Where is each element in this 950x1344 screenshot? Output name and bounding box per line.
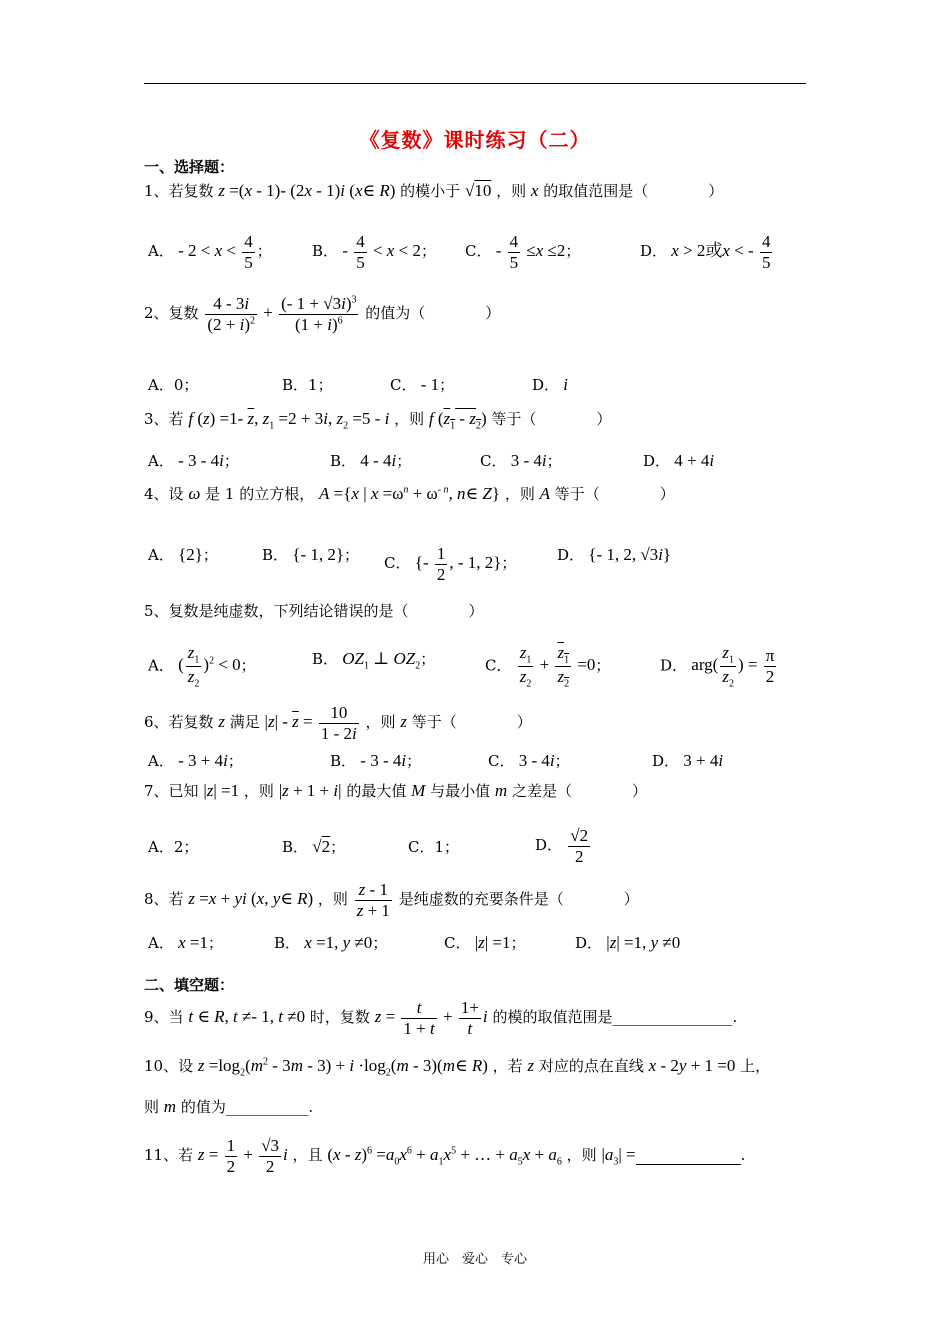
q7-option-d: D． $\frac{√2}{2}$	[535, 826, 589, 866]
question-3: 3、若 f (z) =1- $\overline{z}$, $z_1 =2 + 3i$, $z_2 =5 - i$ ，则 f $(z_1 - z_2)$ 等于（ ）	[144, 409, 612, 432]
question-10: 10、设 $z =\log_2(m^2 - 3m - 3) + i \cdot\log_2(m$ - 3)(m∈ R) ，若 z 对应的点在直线 x - 2y + 1 =0 上，	[144, 1056, 771, 1079]
section-fill: 二、填空题：	[144, 976, 235, 994]
q5-option-d: D． arg( $\frac{z_1}{z_2}$ ) = $\frac{\pi}{2}$	[660, 643, 775, 690]
q1-option-a: A． - 2 < x < $\frac{4}{5}$ ；	[148, 232, 272, 272]
q1-formula: z =(x - 1)- (2x - 1)i (x∈ R)	[218, 181, 396, 200]
q8-option-a: A． x =1；	[148, 933, 223, 952]
question-8: 8、若 z =x + yi (x, y∈ R) ，则 $\frac{z - 1}{z + 1}$ 是纯虚数的充要条件是（ ）	[144, 880, 639, 920]
question-4: 4、设 ω 是 1 的立方根， A ={x | $x =\omega^n + \omega^{- n}$, n∈ Z} ，则 A 等于（ ）	[144, 484, 675, 503]
q1-option-d: D． x > 2或x < - $\frac{4}{5}$	[640, 232, 771, 272]
q5-option-a: A． ( $\frac{z_1}{z_2}$ )$^2$ < 0；	[148, 643, 256, 690]
q8-option-c: C． |z| =1；	[444, 933, 526, 952]
q2-option-b: B．1；	[282, 376, 333, 394]
q5-option-b: B． $OZ_1$ ⊥ $OZ_2$；	[312, 649, 436, 672]
q4-option-b: B． {- 1, 2}；	[262, 545, 360, 564]
q2-option-a: A．0；	[148, 376, 199, 394]
q8-option-d: D． |z| =1, y ≠0	[575, 933, 681, 952]
question-6: 6、若复数 z 满足 $|z| - \overline{z}$ = $\frac{10}{1 - 2i}$ ，则 z 等于（ ）	[144, 703, 532, 743]
q4-option-a: A． {2}；	[148, 545, 218, 564]
question-10-line2: 则 m 的值为___________.	[144, 1097, 314, 1116]
q3-option-c: C． 3 - 4i；	[480, 451, 562, 470]
q8-option-b: B． x =1, y ≠0；	[274, 933, 388, 952]
q3-option-d: D． 4 + 4i	[643, 451, 715, 470]
q7-option-a: A．2；	[148, 838, 199, 856]
q4-option-d: D． {- 1, 2, √3i}	[557, 545, 672, 564]
question-7: 7、已知 |z| =1 ，则 |z + 1 + i| 的最大值 M 与最小值 m 之差是（ ）	[144, 781, 647, 800]
question-2: 2、复数 $\frac{4 - 3i}{(2 + i)^2}$ + $\frac{(- 1 + √3i)^3}{(1 + i)^6}$ 的值为（ ）	[144, 294, 501, 334]
page-title: 《复数》课时练习（二）	[359, 128, 591, 152]
q6-option-d: D． 3 + 4i	[652, 751, 724, 770]
q11-answer-blank[interactable]	[636, 1146, 741, 1165]
question-5: 5、复数是纯虚数，下列结论错误的是（ ）	[144, 602, 484, 620]
q7-option-b: B． √2；	[282, 837, 346, 856]
q6-option-b: B． - 3 - 4i；	[330, 751, 422, 770]
q5-option-c: C． $\frac{z_1}{z_2}$ + $\frac{z_1}{z_2}$ =0；	[485, 643, 611, 690]
section-choice: 一、选择题：	[144, 158, 235, 176]
page-footer: 用心 爱心 专心	[422, 1252, 527, 1267]
q3-option-a: A． - 3 - 4i；	[148, 451, 239, 470]
question-1: 1、若复数 z =(x - 1)- (2x - 1)i (x∈ R) 的模小于 √10 ，则 x 的取值范围是（ ）	[144, 181, 724, 200]
q6-option-a: A． - 3 + 4i；	[148, 751, 243, 770]
q1-option-b: B． - $\frac{4}{5}$ < x < 2；	[312, 232, 436, 272]
q4-option-c: C． {- $\frac{1}{2}$ , - 1, 2}；	[384, 544, 517, 584]
question-11: 11、若 z = $\frac{1}{2}$ + $\frac{√3}{2}$ i ，且 $(x - z)^6 =a_0x^6 + a_1x^5$ + … + $a_5x + a_6$ ，则 $|a_3|$ = .	[144, 1136, 746, 1176]
question-9: 9、当 t ∈ R, t ≠- 1, t ≠0 时，复数 z = $\frac{t}{1 + t}$ + $\frac{1+}{t}$ i 的模的取值范围是________________.	[144, 998, 738, 1038]
q2-option-c: C． - 1；	[390, 375, 455, 394]
header-rule	[144, 83, 806, 84]
q2-option-d: D． i	[532, 375, 569, 394]
q7-option-c: C．1；	[408, 838, 460, 856]
q6-option-c: C． 3 - 4i；	[488, 751, 570, 770]
q3-option-b: B． 4 - 4i；	[330, 451, 412, 470]
q1-option-c: C． - $\frac{4}{5}$ ≤x ≤2；	[465, 232, 581, 272]
